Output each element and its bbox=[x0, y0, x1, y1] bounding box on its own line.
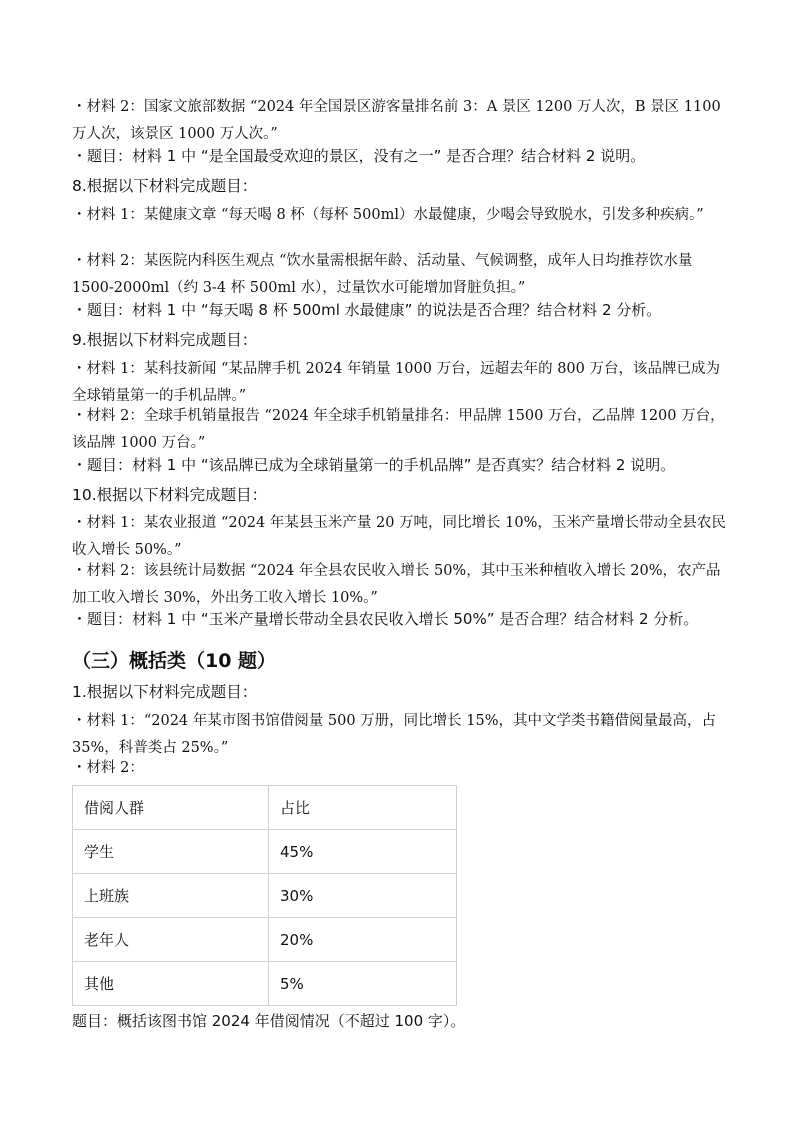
q10-question: ・题目：材料 1 中 “玉米产量增长带动全县农民收入增长 50%” 是否合理？结合材料 2 分析。 bbox=[72, 610, 699, 628]
table-cell: 20% bbox=[269, 918, 457, 962]
table-row bbox=[73, 874, 457, 918]
table-cell: 5% bbox=[269, 962, 457, 1006]
question-10-heading: 10.根据以下材料完成题目： bbox=[72, 486, 268, 504]
summary-q1-material-2-label: ・材料 2： bbox=[72, 760, 144, 776]
q9-material-1: ・材料 1：某科技新闻 “某品牌手机 2024 年销量 1000 万台，远超去年的 800 万台，该品牌已成为全球销量第一的手机品牌。” bbox=[72, 361, 720, 404]
q8-question: ・题目：材料 1 中 “每天喝 8 杯 500ml 水最健康” 的说法是否合理？结合材料 2 分析。 bbox=[72, 301, 662, 319]
table-header-cell: 占比 bbox=[269, 786, 457, 830]
question-tourism: ・题目：材料 1 中 “是全国最受欢迎的景区，没有之一” 是否合理？结合材料 2 说明。 bbox=[72, 147, 646, 165]
table-row bbox=[73, 918, 457, 962]
table-row bbox=[73, 962, 457, 1006]
question-9-heading: 9.根据以下材料完成题目： bbox=[72, 331, 258, 349]
summary-q1-material-1: ・材料 1：“2024 年某市图书馆借阅量 500 万册，同比增长 15%，其中文学类书籍借阅量最高，占 35%，科普类占 25%。” bbox=[72, 713, 716, 756]
material-2-tourism: ・材料 2：国家文旅部数据 “2024 年全国景区游客量排名前 3：A 景区 1200 万人次，B 景区 1100 万人次，该景区 1000 万人次。” bbox=[72, 99, 721, 142]
table-cell: 其他 bbox=[73, 962, 269, 1006]
borrowing-table bbox=[72, 785, 457, 1006]
table-header-row bbox=[73, 786, 457, 830]
q9-question: ・题目：材料 1 中 “该品牌已成为全球销量第一的手机品牌” 是否真实？结合材料 2 说明。 bbox=[72, 456, 676, 474]
table-row bbox=[73, 830, 457, 874]
table-cell: 30% bbox=[269, 874, 457, 918]
table-cell: 上班族 bbox=[73, 874, 269, 918]
table-cell: 45% bbox=[269, 830, 457, 874]
q8-material-2: ・材料 2：某医院内科医生观点 “饮水量需根据年龄、活动量、气候调整，成年人日均推荐饮水量 1500-2000ml（约 3-4 杯 500ml 水），过量饮水可能增加肾脏负担。” bbox=[72, 253, 693, 296]
table-header-cell: 借阅人群 bbox=[73, 786, 269, 830]
table-cell: 学生 bbox=[73, 830, 269, 874]
section-title: （三）概括类（10 题） bbox=[72, 650, 277, 672]
q10-material-1: ・材料 1：某农业报道 “2024 年某县玉米产量 20 万吨，同比增长 10%，玉米产量增长带动全县农民收入增长 50%。” bbox=[72, 515, 726, 558]
q9-material-2: ・材料 2：全球手机销量报告 “2024 年全球手机销量排名：甲品牌 1500 万台，乙品牌 1200 万台，该品牌 1000 万台。” bbox=[72, 408, 725, 451]
table-cell: 老年人 bbox=[73, 918, 269, 962]
q8-material-1: ・材料 1：某健康文章 “每天喝 8 杯（每杯 500ml）水最健康，少喝会导致脱水，引发多种疾病。” bbox=[72, 207, 704, 223]
q10-material-2: ・材料 2：该县统计局数据 “2024 年全县农民收入增长 50%，其中玉米种植收入增长 20%，农产品加工收入增长 30%，外出务工收入增长 10%。” bbox=[72, 563, 721, 606]
summary-q1-question: 题目：概括该图书馆 2024 年借阅情况（不超过 100 字）。 bbox=[72, 1012, 466, 1030]
summary-q1-heading: 1.根据以下材料完成题目： bbox=[72, 683, 258, 701]
question-8-heading: 8.根据以下材料完成题目： bbox=[72, 177, 258, 195]
